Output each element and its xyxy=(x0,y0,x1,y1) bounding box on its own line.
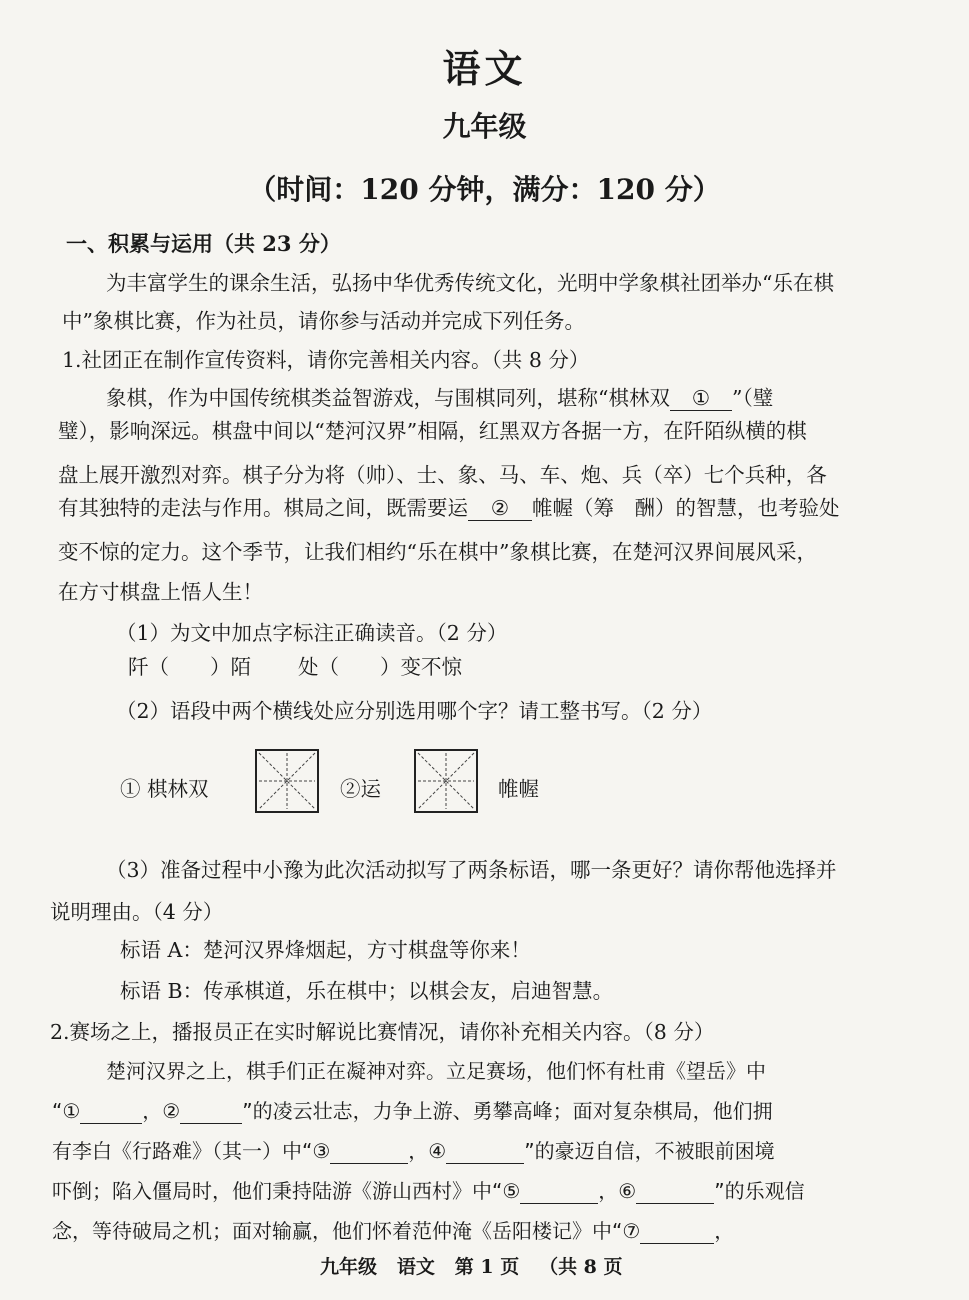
q2-line-1: 楚河汉界之上，棋手们正在凝神对弈。立足赛场，他们怀有杜甫《望岳》中 xyxy=(106,1059,766,1083)
passage-line-5: 变不惊的定力。这个季节，让我们相约“乐在棋中”象棋比赛，在楚河汉界间展风采， xyxy=(58,540,817,564)
passage-line-2: 璧），影响深远。棋盘中间以“楚河汉界”相隔，红黑双方各据一方，在阡陌纵横的棋 xyxy=(58,419,807,443)
pinyin-item-b: 处（ ）变不惊 xyxy=(298,655,462,679)
writing-label-1: ① 棋林双 xyxy=(120,777,209,801)
question-2-stem: 2.赛场之上，播报员正在实时解说比赛情况，请你补充相关内容。（8 分） xyxy=(50,1020,715,1044)
writing-box-2[interactable] xyxy=(414,749,478,813)
poem-blank-4[interactable] xyxy=(446,1139,524,1164)
sub-question-1-stem: （1）为文中加点字标注正确读音。（2 分） xyxy=(116,621,508,645)
section-heading: 一、积累与运用（共 23 分） xyxy=(66,231,341,256)
page-footer xyxy=(320,1252,623,1279)
exam-time-info: （时间：120 分钟，满分：120 分） xyxy=(248,173,721,206)
blank-2: ② xyxy=(468,496,532,521)
q2-line-4 xyxy=(52,1175,805,1204)
poem-blank-1[interactable] xyxy=(80,1099,142,1124)
passage-line-1 xyxy=(106,381,773,411)
sub-question-3-stem-2: 说明理由。（4 分） xyxy=(50,900,224,924)
poem-blank-2[interactable] xyxy=(180,1099,242,1124)
slogan-b: 标语 B：传承棋道，乐在棋中；以棋会友，启迪智慧。 xyxy=(120,979,614,1003)
poem-blank-7[interactable] xyxy=(640,1219,714,1244)
intro-line-1: 为丰富学生的课余生活，弘扬中华优秀传统文化，光明中学象棋社团举办“乐在棋 xyxy=(106,271,834,295)
q2-line-2-a: “① xyxy=(52,1099,81,1123)
footer-grade: 九年级 xyxy=(320,1256,378,1278)
writing-label-3: 帷幄 xyxy=(498,777,539,801)
sub-question-3-stem-1: （3）准备过程中小豫为此次活动拟写了两条标语，哪一条更好？请你帮他选择并 xyxy=(106,858,837,882)
q2-line-3-a: 有李白《行路难》（其一）中“③ xyxy=(52,1139,331,1163)
q2-line-2-c: ”的凌云壮志，力争上游、勇攀高峰；面对复杂棋局，他们拥 xyxy=(242,1099,773,1123)
passage-line-4-text: 有其独特的走法与作用。棋局之间，既需要运 xyxy=(58,496,468,520)
slogan-a: 标语 A：楚河汉界烽烟起，方寸棋盘等你来！ xyxy=(120,938,531,962)
q2-line-5 xyxy=(52,1215,734,1244)
blank-1: ① xyxy=(670,386,732,411)
question-1-stem: 1.社团正在制作宣传资料，请你完善相关内容。（共 8 分） xyxy=(62,348,590,372)
passage-line-4 xyxy=(58,491,840,521)
q2-line-4-c: ”的乐观信 xyxy=(714,1179,805,1203)
writing-label-2: ②运 xyxy=(340,777,381,801)
passage-line-1-end: ”（璧 xyxy=(731,386,774,410)
q2-line-2-b: ，② xyxy=(142,1099,181,1123)
footer-subject: 语文 xyxy=(396,1256,435,1278)
pinyin-item-a: 阡（ ）陌 xyxy=(128,655,251,679)
poem-blank-6[interactable] xyxy=(636,1179,714,1204)
exam-title: 语文 xyxy=(442,46,527,91)
q2-line-2 xyxy=(52,1095,773,1124)
q2-line-3-c: ”的豪迈自信，不被眼前困境 xyxy=(524,1139,775,1163)
q2-line-4-a: 吓倒；陷入僵局时，他们秉持陆游《游山西村》中“⑤ xyxy=(52,1179,521,1203)
exam-grade: 九年级 xyxy=(442,110,527,143)
writing-box-1[interactable] xyxy=(255,749,319,813)
poem-blank-3[interactable] xyxy=(330,1139,408,1164)
sub-question-2-stem: （2）语段中两个横线处应分别选用哪个字？请工整书写。（2 分） xyxy=(116,699,713,723)
q2-line-3 xyxy=(52,1135,775,1164)
q2-line-5-a: 念，等待破局之机；面对输赢，他们怀着范仲淹《岳阳楼记》中“⑦ xyxy=(52,1219,641,1243)
footer-total: （共 8 页 xyxy=(539,1256,623,1278)
passage-line-4-end: 帷幄（筹 酬）的智慧，也考验处 xyxy=(532,496,840,520)
poem-blank-5[interactable] xyxy=(520,1179,598,1204)
q2-line-4-b: ，⑥ xyxy=(598,1179,637,1203)
passage-line-1-text: 象棋，作为中国传统棋类益智游戏，与围棋同列，堪称“棋林双 xyxy=(106,386,670,410)
footer-page: 第 1 页 xyxy=(454,1256,520,1278)
q2-line-5-b: ， xyxy=(714,1219,735,1243)
q2-line-3-b: ，④ xyxy=(408,1139,447,1163)
intro-line-2: 中”象棋比赛，作为社员，请你参与活动并完成下列任务。 xyxy=(62,309,585,333)
passage-line-3: 盘上展开激烈对弈。棋子分为将（帅）、士、象、马、车、炮、兵（卒）七个兵种，各 xyxy=(58,463,827,487)
passage-line-6: 在方寸棋盘上悟人生！ xyxy=(58,580,263,604)
